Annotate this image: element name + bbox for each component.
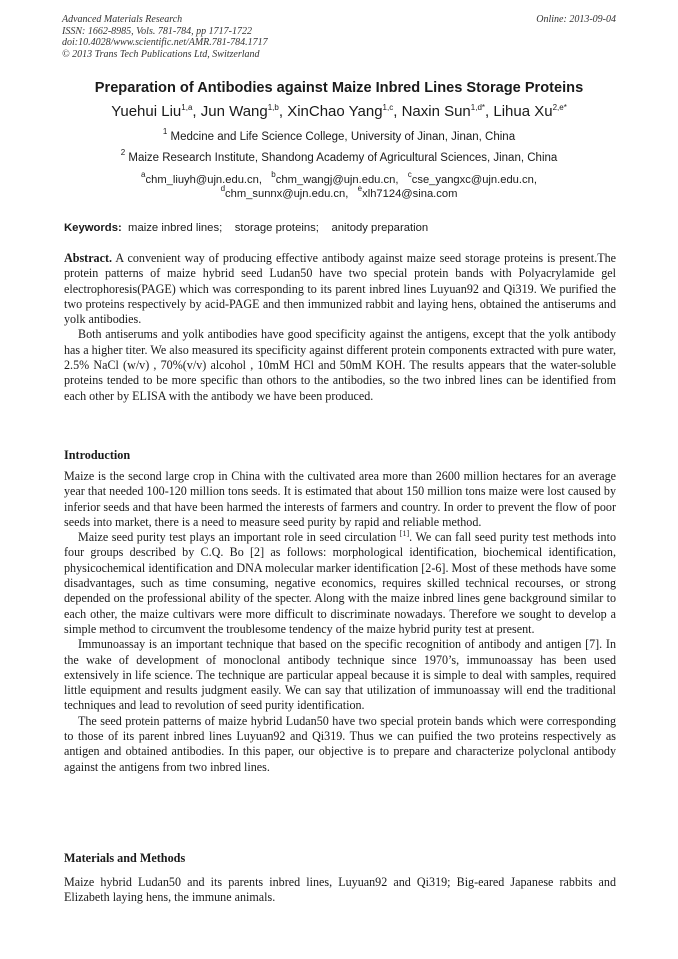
journal-name: Advanced Materials Research bbox=[62, 14, 183, 25]
email-link[interactable]: chm_sunnx@ujn.edu.cn, bbox=[225, 188, 349, 200]
doi-line: doi:10.4028/www.scientific.net/AMR.781-784.1717 bbox=[62, 37, 268, 48]
paragraph-text: Maize seed purity test plays an important role in seed circulation bbox=[78, 530, 400, 545]
email-sup: d bbox=[220, 184, 226, 193]
author-name: Naxin Sun bbox=[401, 103, 471, 120]
issn-line: ISSN: 1662-8985, Vols. 781-784, pp 1717-1722 bbox=[62, 25, 252, 37]
section-heading-introduction: Introduction bbox=[64, 448, 131, 462]
body-paragraph: Immunoassay is an important technique that based on the specific recognition of antibody and antigen [7]. In the wake of development of monoclonal antibody technique since 1970’s, immunoassay has been used extensively in life science. The technique are particular appeal because it is simple to deal with samples, required little equipment and results judgment easily. We can say that utilization of immunoassay will end the traditional techniques and lead to revolution of seed purity identification. bbox=[64, 637, 616, 713]
author-name: XinChao Yang bbox=[287, 103, 383, 120]
author-affil-sup: 1,c bbox=[382, 103, 394, 112]
affiliation-2 bbox=[30, 148, 648, 164]
paragraph-text: . We can fall seed purity test methods into four groups described by C.Q. Bo [2] as follows: morphological identification, biochemical identification, physicochemical identification and DNA molecular marker identification [2-6]. Most of these methods have some disadvantages, such as time consuming, negative economics, requires skilled technical recourses, or strong depended on the professional ability of the specter. Along with the maize inbred lines gene background similar to each other, the maize cultivars were more difficult to discriminate nowadays. Therefore we sought to develop a simple method to circumvent the troublesome tendency of the maize hybrid purity test at present. bbox=[64, 530, 616, 636]
email-sup: a bbox=[141, 170, 146, 179]
journal-header bbox=[62, 14, 616, 60]
online-date: Online: 2013-09-04 bbox=[536, 14, 616, 25]
abstract-paragraph bbox=[64, 251, 616, 327]
keywords-line bbox=[64, 222, 624, 234]
abstract-text: A convenient way of producing effective antibody against maize seed storage proteins is present.The protein patterns of maize hybrid seed Ludan50 have two special protein bands with Polyacrylamide gel electrophoresis(PAGE) which was corresponding to its parent inbred lines Luyuan92 and Qi319. We purified the two proteins respectively by acid-PAGE and then immunized rabbit and laying hens, obtained the antiserums and yolk antibodies. bbox=[64, 251, 616, 327]
email-link[interactable]: chm_wangj@ujn.edu.cn, bbox=[275, 174, 399, 186]
abstract-label: Abstract. bbox=[64, 251, 113, 265]
email-list bbox=[30, 170, 648, 201]
keywords-text: maize inbred lines; storage proteins; anitody preparation bbox=[128, 222, 429, 234]
affiliation-number: 1 bbox=[162, 127, 168, 136]
keywords-label: Keywords: bbox=[64, 222, 122, 234]
author-affil-sup: 1,a bbox=[181, 103, 193, 112]
author-affil-sup: 2,e* bbox=[552, 103, 567, 112]
copyright-line: © 2013 Trans Tech Publications Ltd, Switzerland bbox=[62, 48, 260, 60]
author-name: Lihua Xu bbox=[493, 103, 553, 120]
author-list: Yuehui Liu$^{1,a}$, Jun Wang$^{1,b}$, XinChao Yang$^{1,c}$, Naxin Sun$^{1,d*}$, Lihua $Xu^{2,e*}$ bbox=[111, 103, 567, 120]
body-paragraph bbox=[64, 530, 616, 637]
introduction-section bbox=[64, 469, 616, 775]
affiliation-text: Medcine and Life Science College, University of Jinan, Jinan, China bbox=[170, 131, 516, 143]
citation-ref: [1] bbox=[399, 529, 410, 539]
abstract-paragraph: Both antiserums and yolk antibodies have good specificity against the antigens, except that the yolk antibody has a higher titer. We also measured its specificity against different protein components extracted with pure water, 2.5% NaCl (w/v) , 70%(v/v) alcohol , 10mM HCl and 50mM KOH. The results appears that the water-soluble proteins tended to be more specific than othors to the antibodies, so the two inbred lines can be identified from each other by ELISA with the antibody we have been produced. bbox=[64, 327, 616, 403]
email-sup: c bbox=[407, 170, 412, 179]
paper-title: Preparation of Antibodies against Maize Inbred Lines Storage Proteins bbox=[94, 80, 584, 96]
author-affil-sup: 1,b bbox=[267, 103, 279, 112]
affiliation-text: Maize Research Institute, Shandong Academy of Agricultural Sciences, Jinan, China bbox=[128, 152, 558, 164]
email-sup: e bbox=[357, 184, 363, 193]
author-affil-sup: 1,d* bbox=[470, 103, 486, 112]
section-heading-methods: Materials and Methods bbox=[64, 851, 186, 865]
body-paragraph: Maize is the second large crop in China with the cultivated area more than 2600 million hectares for an average year that needed 100-120 million tons seeds. It is estimated that about 150 million tons maize were lost caused by inferior seeds and that have been harmed the interests of farmers and country. In order to prevent the flow of poor seeds into market, there is a need to measure seed purity by rapid and reliable method. bbox=[64, 469, 616, 529]
email-link[interactable]: xlh7124@sina.com bbox=[362, 188, 458, 200]
affiliation-number: 2 bbox=[120, 148, 126, 157]
author-name: Yuehui Liu bbox=[111, 103, 182, 120]
body-paragraph: Maize hybrid Ludan50 and its parents inbred lines, Luyuan92 and Qi319; Big-eared Japanese rabbits and Elizabeth laying hens, the immune animals. bbox=[64, 875, 616, 905]
affiliation-1 bbox=[30, 127, 648, 143]
email-link[interactable]: chm_liuyh@ujn.edu.cn, bbox=[145, 174, 262, 186]
author-name: Jun Wang bbox=[200, 103, 268, 120]
body-paragraph: The seed protein patterns of maize hybrid Ludan50 have two special protein bands which were corresponding to those of its parent inbred lines Luyuan92 and Qi319. Thus we can puified the two proteins respectively as antigen and obtained antibodies. In this paper, our objective is to prepare and characterize polyclonal antibody against the antigens from two inbred lines. bbox=[64, 713, 616, 774]
abstract-section bbox=[64, 251, 616, 404]
email-link[interactable]: cse_yangxc@ujn.edu.cn, bbox=[411, 174, 537, 186]
methods-section bbox=[64, 875, 616, 906]
email-sup: b bbox=[271, 170, 276, 179]
